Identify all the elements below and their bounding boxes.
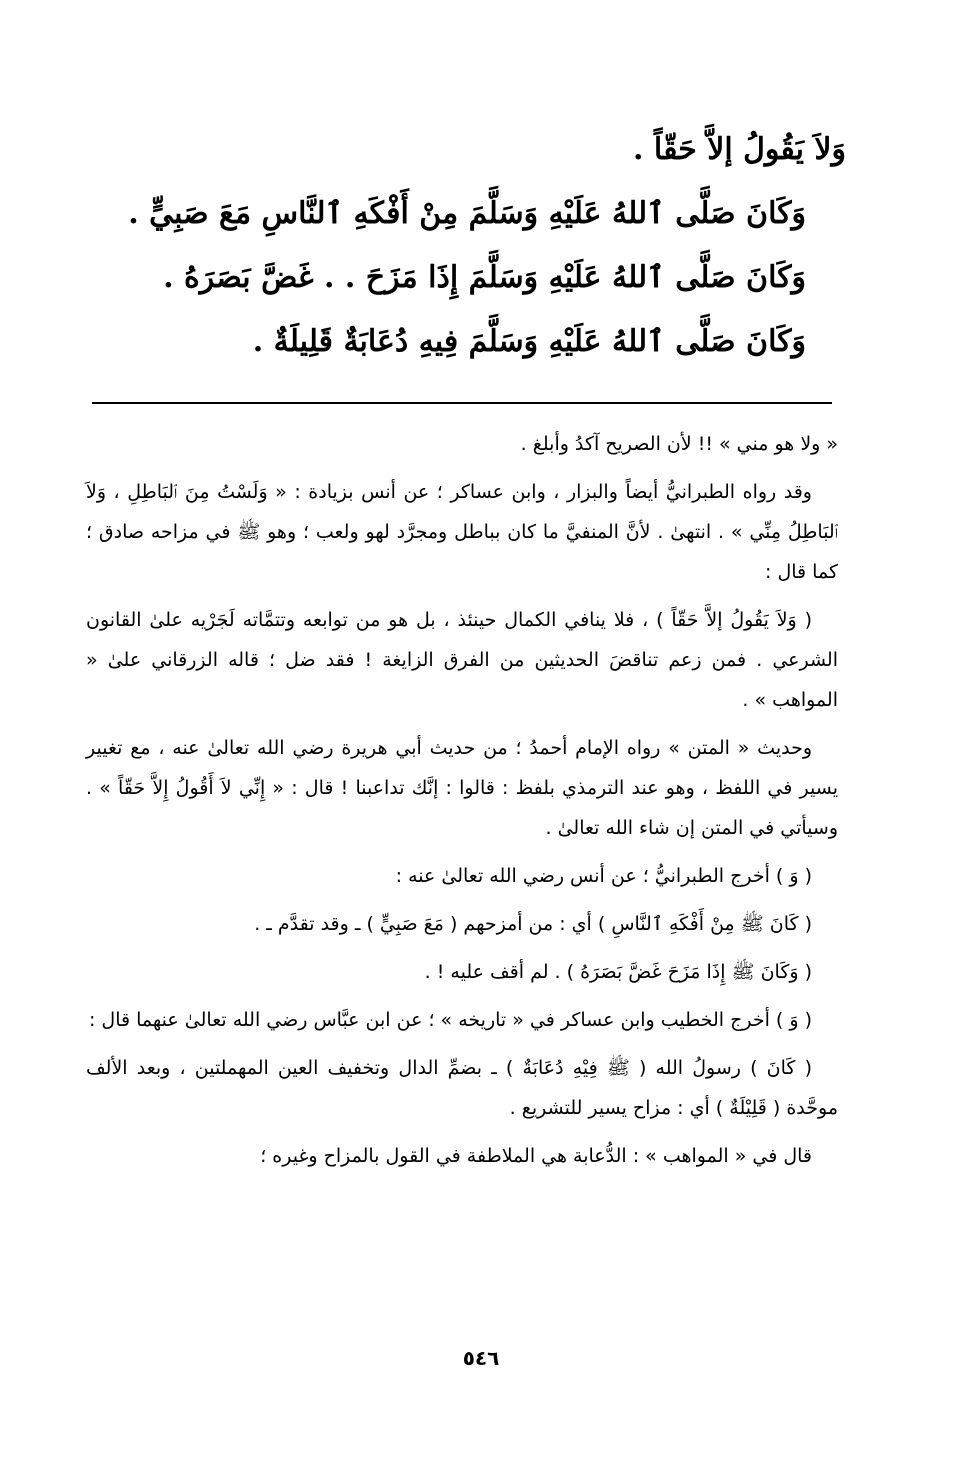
commentary-paragraph: ( كَانَ ) رسولُ الله ( ﷺ فِيْهِ دُعَابَةٌ ) ـ بضمِّ الدال وتخفيف العين المهملتين ، وبعد الألف موحَّدة ( قَلِيْلَةٌ ) أي : مزاح يسير للتشريع . (86, 1057, 838, 1119)
main-text-line: وَلاَ يَقُولُ إلاَّ حَقّاً . (633, 132, 846, 167)
main-text-line: وَكَانَ صَلَّى ٱللهُ عَلَيْهِ وَسَلَّمَ إِذَا مَزَحَ . . غَضَّ بَصَرَهُ . (163, 260, 806, 295)
commentary-paragraph: وحديث « المتن » رواه الإمام أحمدُ ؛ من حديث أبي هريرة رضي الله تعالىٰ عنه ، مع تغيير يسير في اللفظ ، وهو عند الترمذي بلفظ : قالوا : إنَّك تداعبنا ! قال : « إِنِّي لاَ أَقُولُ إِلاَّ حَقّاً » . وسيأتي في المتن إن شاء الله تعالىٰ . (86, 737, 838, 839)
page-number: ٥٤٦ (462, 1346, 500, 1370)
commentary-paragraph: ( وَ ) أخرج الخطيب وابن عساكر في « تاريخه » ؛ عن ابن عبَّاس رضي الله تعالىٰ عنهما قال : (88, 1009, 812, 1031)
commentary-paragraph: « ولا هو مني » !! لأن الصريح آكدُ وأبلغ . (520, 433, 838, 455)
commentary-paragraph: ( وَ ) أخرج الطبرانيُّ ؛ عن أنس رضي الله تعالىٰ عنه : (395, 865, 812, 887)
main-text-line: وَكَانَ صَلَّى ٱللهُ عَلَيْهِ وَسَلَّمَ مِنْ أَفْكَهِ ٱلنَّاسِ مَعَ صَبِيٍّ . (128, 196, 806, 231)
commentary-paragraph: وقد رواه الطبرانيُّ أيضاً والبزار ، وابن عساكر ؛ عن أنس بزيادة : « وَلَسْتُ مِنَ ٱلبَاطِلِ ، وَلاَ ٱلبَاطِلُ مِنِّي » . انتهىٰ . لأنَّ المنفيَّ ما كان بباطل ومجرَّد لهو ولعب ؛ وهو ﷺ في مزاحه صادق ؛ كما قال : (86, 481, 838, 583)
commentary-paragraph: ( كَانَ ﷺ مِنْ أَفْكَهِ ٱلنَّاسِ ) أي : من أمزحهم ( مَعَ صَبِيٍّ ) ـ وقد تقدَّم ـ . (254, 913, 812, 935)
main-text-line: وَكَانَ صَلَّى ٱللهُ عَلَيْهِ وَسَلَّمَ فِيهِ دُعَابَةٌ قَلِيلَةٌ . (252, 324, 806, 359)
commentary-paragraph: ( وَلاَ يَقُولُ إلاَّ حَقّاً ) ، فلا ينافي الكمال حينئذ ، بل هو من توابعه وتتمَّاته لَجَرْيه علىٰ القانون الشرعي . فمن زعم تناقضَ الحديثين من الفرق الزايغة ! فقد ضل ؛ قاله الزرقاني علىٰ « المواهب » . (86, 609, 838, 711)
commentary-paragraph: قال في « المواهب » : الدُّعابة هي الملاطفة في القول بالمزاح وغيره ؛ (260, 1145, 812, 1167)
main-text-block (86, 118, 846, 374)
commentary-paragraph: ( وَكَانَ ﷺ إِذَا مَزَحَ غَضَّ بَصَرَهُ ) . لم أقف عليه ! . (424, 961, 812, 983)
section-divider (92, 402, 832, 404)
commentary-block (86, 424, 838, 1184)
